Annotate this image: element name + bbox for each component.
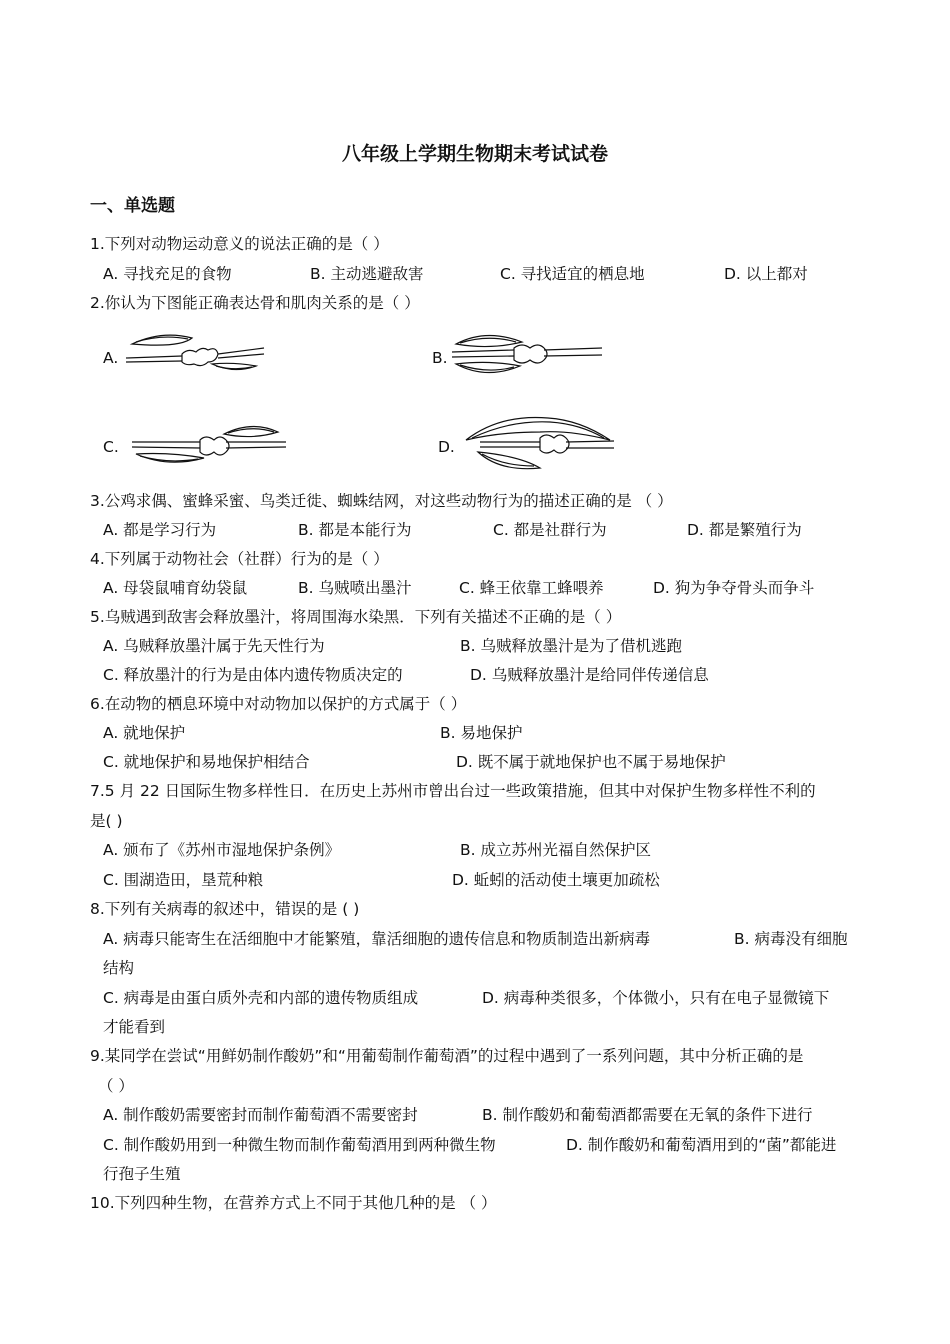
question-9-stem: 9.某同学在尝试“用鲜奶制作酸奶”和“用葡萄制作葡萄酒”的过程中遇到了一系列问题，其中分析正确的是	[90, 1047, 804, 1065]
question-7-stem: 7.5 月 22 日国际生物多样性日．在历史上苏州市曾出台过一些政策措施，但其中对保护生物多样性不利的	[90, 782, 816, 800]
q8-option-b-cont: 结构	[103, 959, 135, 977]
q3-option-b: B. 都是本能行为	[298, 521, 412, 539]
q8-option-b: B. 病毒没有细胞	[734, 930, 848, 948]
q5-option-a: A. 乌贼释放墨汁属于先天性行为	[103, 637, 325, 655]
section-heading: 一、单选题	[90, 196, 175, 216]
q8-option-d-cont: 才能看到	[103, 1018, 166, 1036]
q9-option-d-cont: 行孢子生殖	[103, 1165, 181, 1183]
q5-option-c: C. 释放墨汁的行为是由体内遗传物质决定的	[103, 666, 403, 684]
q9-option-a: A. 制作酸奶需要密封而制作葡萄酒不需要密封	[103, 1106, 418, 1124]
q4-option-d: D. 狗为争夺骨头而争斗	[653, 579, 815, 597]
q2-option-c: C.	[103, 438, 119, 456]
q4-option-a: A. 母袋鼠哺育幼袋鼠	[103, 579, 248, 597]
q8-option-a: A. 病毒只能寄生在活细胞中才能繁殖，靠活细胞的遗传信息和物质制造出新病毒	[103, 930, 651, 948]
q7-option-a: A. 颁布了《苏州市湿地保护条例》	[103, 841, 341, 859]
q5-option-d: D. 乌贼释放墨汁是给同伴传递信息	[470, 666, 709, 684]
question-4-stem: 4.下列属于动物社会（社群）行为的是（ ）	[90, 550, 389, 568]
question-8-stem: 8.下列有关病毒的叙述中，错误的是 ( )	[90, 900, 360, 918]
q6-option-b: B. 易地保护	[440, 724, 523, 742]
question-9-stem-cont: （ ）	[98, 1077, 134, 1095]
q2-option-b: B.	[432, 349, 448, 367]
bone-muscle-figure-d	[460, 410, 618, 476]
q7-option-b: B. 成立苏州光福自然保护区	[460, 841, 651, 859]
bone-muscle-figure-b	[450, 326, 606, 382]
bone-muscle-figure-c	[128, 418, 290, 472]
q1-option-d: D. 以上都对	[724, 265, 808, 283]
q3-option-d: D. 都是繁殖行为	[687, 521, 802, 539]
q6-option-a: A. 就地保护	[103, 724, 186, 742]
q9-option-c: C. 制作酸奶用到一种微生物而制作葡萄酒用到两种微生物	[103, 1136, 496, 1154]
q8-option-c: C. 病毒是由蛋白质外壳和内部的遗传物质组成	[103, 989, 419, 1007]
q6-option-d: D. 既不属于就地保护也不属于易地保护	[456, 753, 726, 771]
q5-option-b: B. 乌贼释放墨汁是为了借机逃跑	[460, 637, 682, 655]
q1-option-c: C. 寻找适宜的栖息地	[500, 265, 645, 283]
q4-option-b: B. 乌贼喷出墨汁	[298, 579, 412, 597]
question-7-stem-cont: 是( )	[90, 812, 123, 830]
question-2-stem: 2.你认为下图能正确表达骨和肌肉关系的是（ ）	[90, 294, 420, 312]
q7-option-c: C. 围湖造田，垦荒种粮	[103, 871, 264, 889]
question-5-stem: 5.乌贼遇到敌害会释放墨汁，将周围海水染黑．下列有关描述不正确的是（ ）	[90, 608, 622, 626]
bone-muscle-figure-a	[122, 326, 268, 378]
page-title: 八年级上学期生物期末考试试卷	[341, 143, 608, 165]
question-3-stem: 3.公鸡求偶、蜜蜂采蜜、鸟类迁徙、蜘蛛结网，对这些动物行为的描述正确的是 （ ）	[90, 492, 673, 510]
question-10-stem: 10.下列四种生物，在营养方式上不同于其他几种的是 （ ）	[90, 1194, 497, 1212]
q3-option-c: C. 都是社群行为	[493, 521, 607, 539]
q7-option-d: D. 蚯蚓的活动使土壤更加疏松	[452, 871, 660, 889]
q9-option-b: B. 制作酸奶和葡萄酒都需要在无氧的条件下进行	[482, 1106, 813, 1124]
q6-option-c: C. 就地保护和易地保护相结合	[103, 753, 310, 771]
q9-option-d: D. 制作酸奶和葡萄酒用到的“菌”都能进	[566, 1136, 837, 1154]
q1-option-b: B. 主动逃避敌害	[310, 265, 424, 283]
q3-option-a: A. 都是学习行为	[103, 521, 217, 539]
q2-option-d: D.	[438, 438, 455, 456]
q4-option-c: C. 蜂王依靠工蜂喂养	[459, 579, 604, 597]
question-1-stem: 1.下列对动物运动意义的说法正确的是（ ）	[90, 235, 389, 253]
q2-option-a: A.	[103, 349, 119, 367]
question-6-stem: 6.在动物的栖息环境中对动物加以保护的方式属于（ ）	[90, 695, 467, 713]
q8-option-d: D. 病毒种类很多，个体微小，只有在电子显微镜下	[482, 989, 830, 1007]
q1-option-a: A. 寻找充足的食物	[103, 265, 232, 283]
